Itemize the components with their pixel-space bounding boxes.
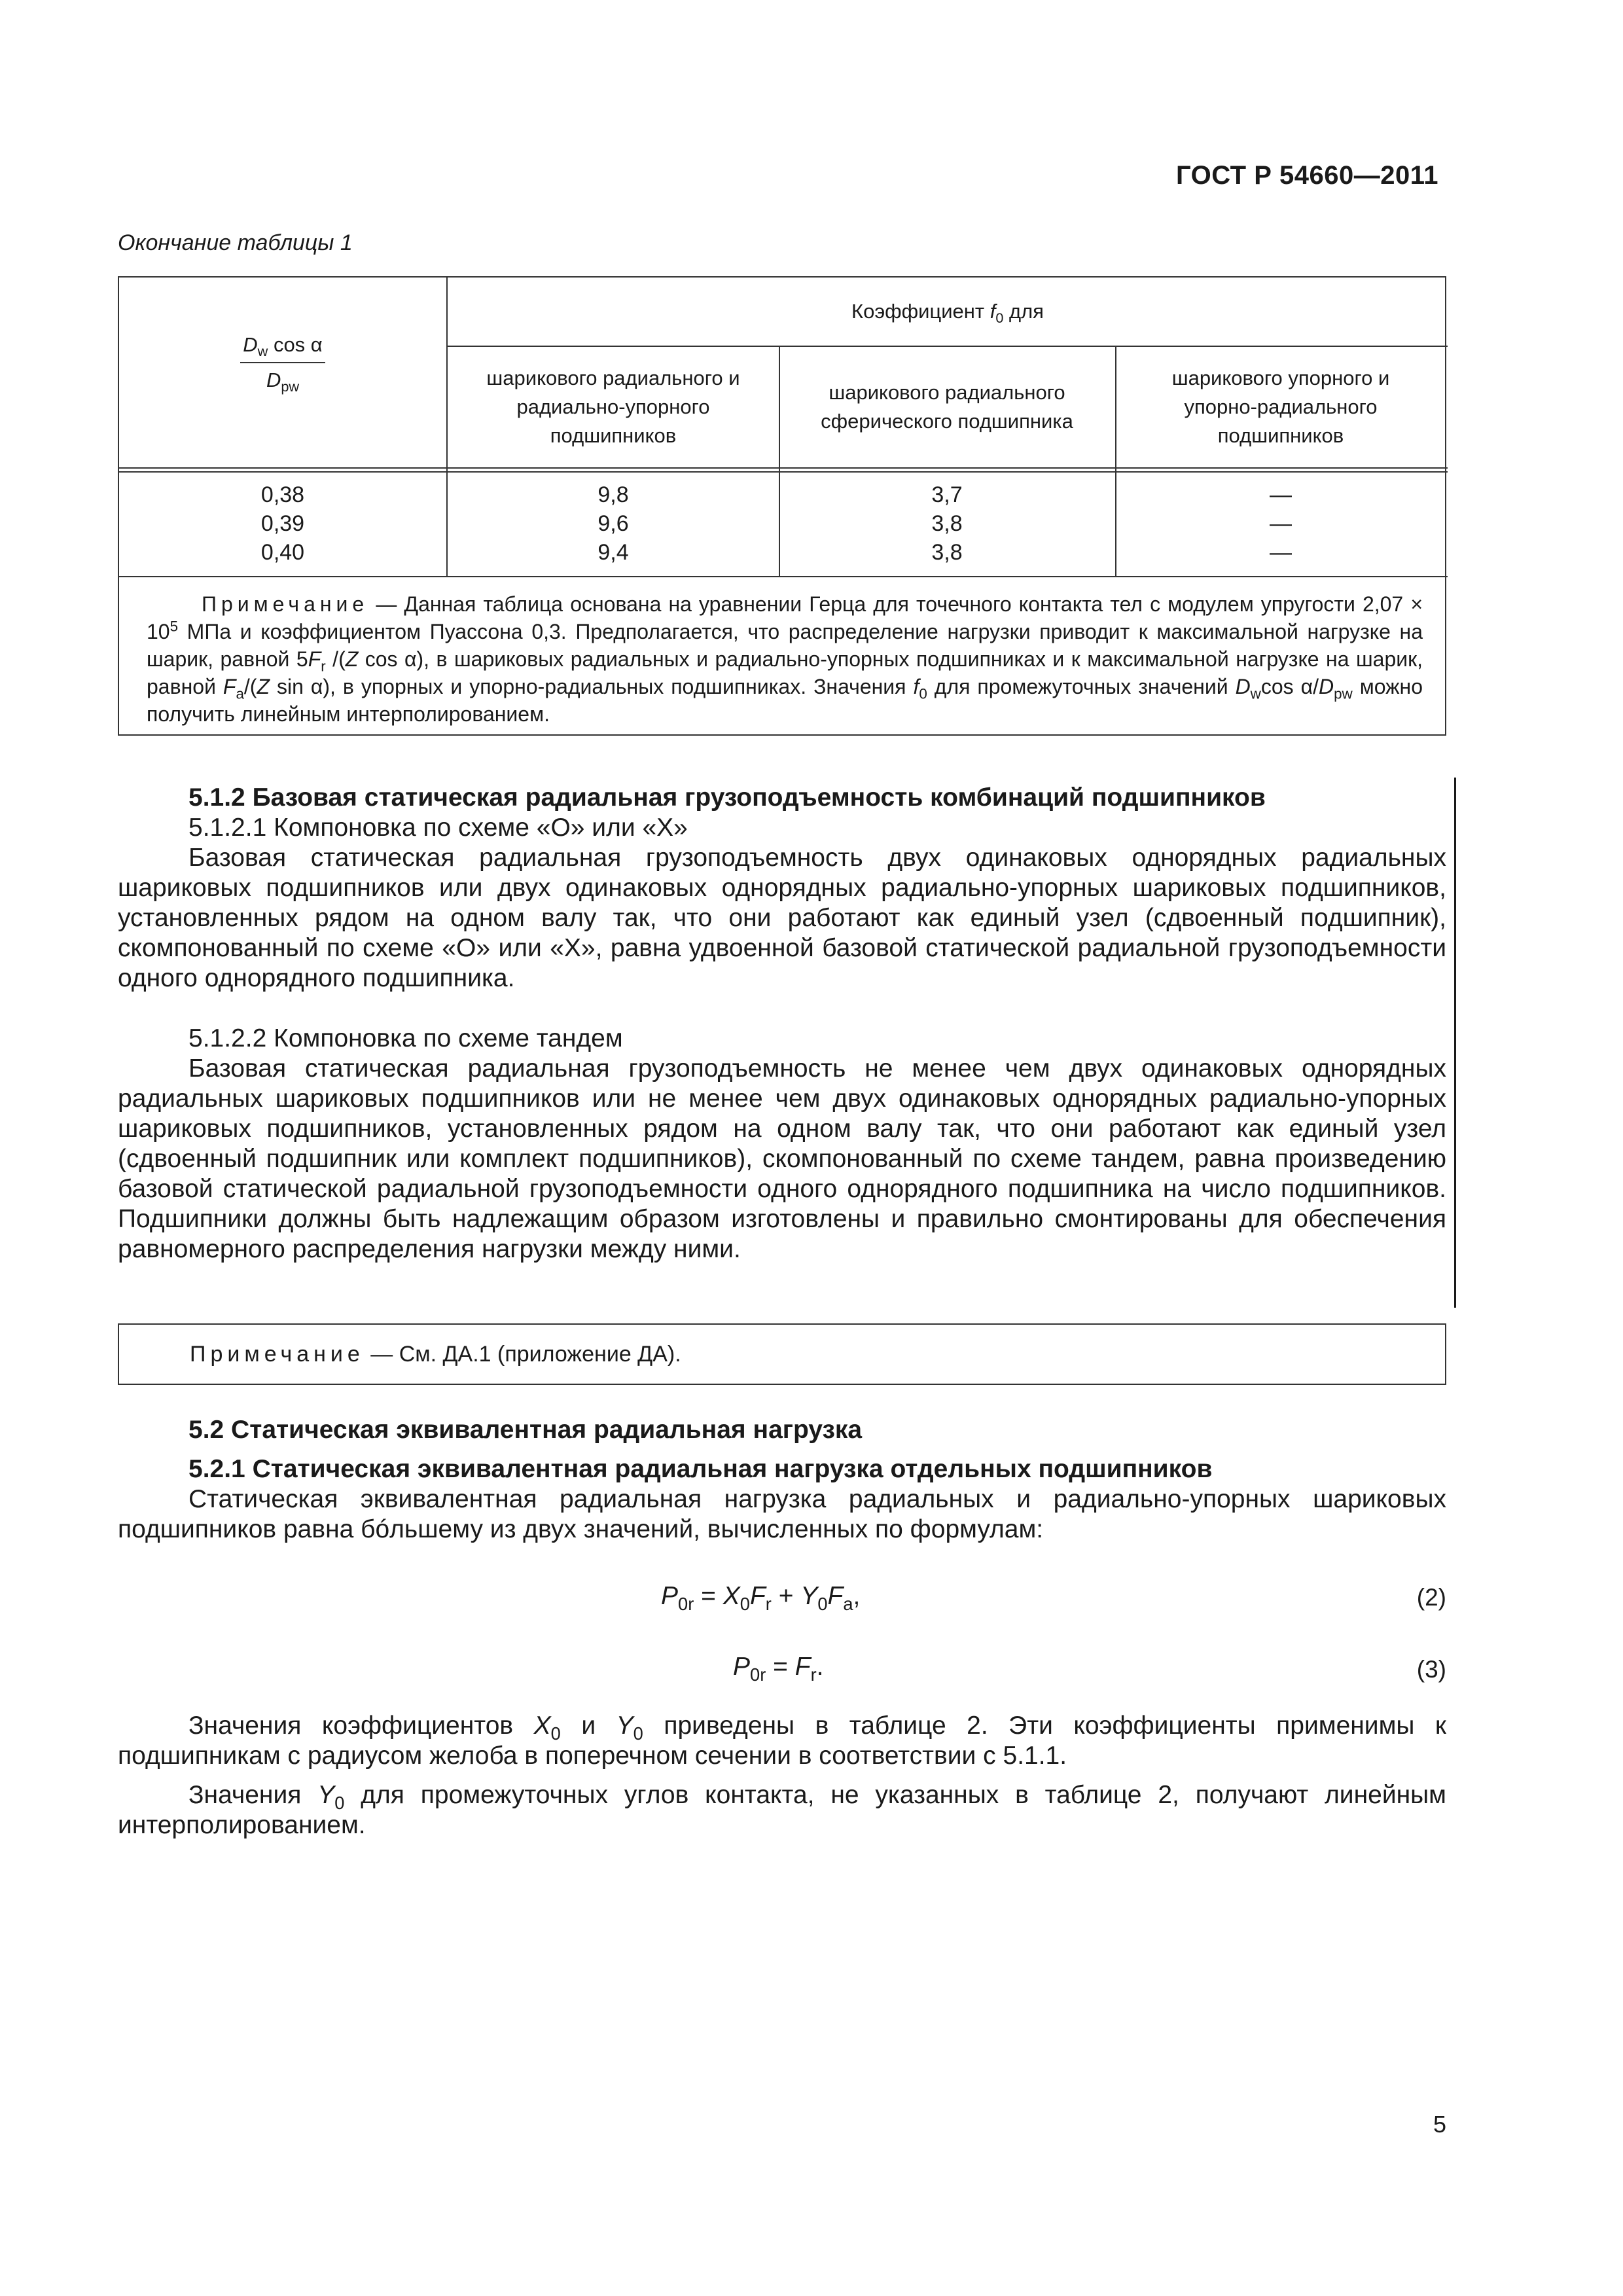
note-var: Z (257, 675, 270, 698)
cell-c1: 9,6 (597, 511, 629, 536)
subsection-5-1-2-1-title: 5.1.2.1 Компоновка по схеме «О» или «Х» (188, 814, 688, 842)
cell-c2: 3,8 (931, 511, 963, 536)
coef-post: для (1003, 300, 1044, 323)
note-text: cos α), в шариковых радиальных и радиально-упорных подшипниках и к максимальной нагрузке на шарик, равной (147, 647, 1423, 698)
text-part: Значения (188, 1781, 318, 1809)
document-code: ГОСТ Р 54660—2011 (1176, 161, 1438, 190)
note-sub: a (236, 685, 244, 702)
coefficient-header (448, 278, 1448, 346)
cell-c2: 3,7 (931, 482, 963, 507)
paragraph-5-1-2-2: Базовая статическая радиальная грузоподъемность не менее чем двух одинаковых однорядных радиальных шариковых подшипников или не менее чем двух одинаковых однорядных радиально-упорных шариковых подшипников, установленных рядом на одном валу так, что они работают как единый узел (сдвоенный подшипник или комплект подшипников), скомпонованный по схеме тандем, равна произведению базовой статической радиальной грузоподъемности одного однорядного подшипника на число подшипников. Подшипники должны быть надлежащим образом изготовлены и правильно смонтированы для обеспечения равномерного распределения нагрузки между ними. (118, 1054, 1446, 1263)
note-text: /( (325, 647, 346, 671)
paragraph-coefficients: Значения коэффициентов $X_0$ и $Y_0$ приведены в таблице 2. Эти коэффициенты применимы к подшипникам с радиусом желоба в поперечном сечении в соответствии с 5.1.1. (118, 1712, 1446, 1770)
col-header-1: шарикового радиального и радиально-упорного подшипников (486, 367, 740, 447)
note-sub: r (321, 658, 326, 675)
paragraph-5-1-2-1: Базовая статическая радиальная грузоподъемность двух одинаковых однорядных радиальных шариковых подшипников или двух одинаковых однорядных радиально-упорных шариковых подшипников, установленных рядом на одном валу так, что они работают как единый узел (сдвоенный подшипник), скомпонованный по схеме «О» или «Х», равна удвоенной базовой статической радиальной грузоподъемности одного однорядного подшипника. (118, 844, 1446, 992)
section-5-2-heading: 5.2 Статическая эквивалентная радиальная нагрузка (188, 1416, 863, 1444)
table-line (119, 471, 1448, 473)
table-line (119, 467, 1448, 469)
table-line (119, 576, 1448, 577)
note-var: D (1235, 675, 1251, 698)
coef-pre: Коэффициент (851, 300, 990, 323)
ratio-header (119, 317, 446, 408)
note-text: МПа и коэффициентом Пуассона 0,3. Предполагается, что распределение нагрузки приводит к максимальной нагрузке на шарик, равной 5 (147, 620, 1423, 671)
coef-f: f (990, 300, 996, 323)
note-sub: w (1250, 685, 1261, 702)
cell-c1: 9,4 (597, 540, 629, 565)
formula-3-number: (3) (1416, 1656, 1446, 1683)
section-5-2-1-heading: 5.2.1 Статическая эквивалентная радиальная нагрузка отдельных подшипников (188, 1455, 1213, 1483)
note-text: для промежуточных значений (927, 675, 1236, 698)
cell-c2: 3,8 (931, 540, 963, 565)
page-number: 5 (1433, 2111, 1446, 2138)
cell-c3: — (1270, 482, 1292, 507)
note-var: Z (345, 647, 359, 671)
note-sub: 0 (919, 685, 927, 702)
cell-c3: — (1270, 511, 1292, 536)
cell-ratio: 0,39 (260, 511, 305, 536)
note-text: cos α/ (1260, 675, 1319, 698)
table-note (147, 590, 1423, 728)
table-line (1115, 346, 1116, 577)
col-header-3: шарикового упорного и упорно-радиального подшипников (1171, 367, 1390, 447)
subsection-5-1-2-2-title: 5.1.2.2 Компоновка по схеме тандем (188, 1024, 623, 1052)
note-text: sin α), в упорных и упорно-радиальных подшипниках. Значения (270, 675, 914, 698)
paragraph-interpolation: Значения $Y_0$ для промежуточных углов контакта, не указанных в таблице 2, получают линейным интерполированием. (118, 1781, 1446, 1839)
note-var: D (1319, 675, 1334, 698)
change-bar (1454, 778, 1456, 1308)
formula-2-number: (2) (1416, 1584, 1446, 1611)
text-part: Значения коэффициентов (188, 1712, 534, 1740)
section-5-1-2-heading: 5.1.2 Базовая статическая радиальная грузоподъемность комбинаций подшипников (188, 783, 1266, 812)
table-caption: Окончание таблицы 1 (118, 230, 353, 255)
table-line (779, 346, 780, 577)
note-text: — См. ДА.1 (приложение ДА). (364, 1342, 681, 1367)
ratio-num-sub: w (257, 343, 268, 360)
cell-ratio: 0,40 (260, 540, 305, 565)
note-var: f (913, 675, 919, 698)
cell-c3: — (1270, 540, 1292, 565)
cell-c1: 9,8 (597, 482, 629, 507)
ratio-num-rest: cos α (268, 333, 323, 356)
note-text: /( (243, 675, 257, 698)
fraction-bar (240, 362, 325, 363)
col-header-2: шарикового радиального сферического подшипника (821, 381, 1073, 433)
note-var: F (308, 647, 321, 671)
text-part: для промежуточных углов контакта, не указанных в таблице 2, получают линейным интерполированием. (118, 1781, 1446, 1839)
formula-3: $P_{0r} = F_r$. (733, 1653, 824, 1685)
note-var: F (223, 675, 236, 698)
ratio-den: D (266, 368, 281, 391)
ratio-den-sub: pw (281, 378, 300, 395)
coef-sub: 0 (995, 310, 1004, 327)
note-label: Примечание (190, 1342, 365, 1367)
note-sub: pw (1334, 685, 1353, 702)
note-text: — Данная таблица основана на уравнении Герца для точечного контакта тел с модулем упругости 2,07 × 10 (147, 592, 1423, 643)
note-label: Примечание (202, 592, 369, 616)
text-part: приведены в таблице 2. Эти коэффициенты применимы к подшипникам с радиусом желоба в поперечном сечении в соответствии с 5.1.1. (118, 1712, 1446, 1770)
table-1 (118, 276, 1446, 736)
cell-ratio: 0,38 (260, 482, 305, 507)
formula-2: $P_{0r} = X_0F_r + Y_0F_a$, (661, 1582, 861, 1614)
note-sup: 5 (169, 618, 179, 635)
text-part: и (560, 1712, 616, 1740)
paragraph-5-2-1-intro: Статическая эквивалентная радиальная нагрузка радиальных и радиально-упорных шариковых подшипников равна бóльшему из двух значений, вычисленных по формулам: (118, 1485, 1446, 1543)
note-box (118, 1323, 1446, 1385)
note-text: можно получить линейным интерполированием. (147, 675, 1423, 726)
ratio-num: D (243, 333, 258, 356)
